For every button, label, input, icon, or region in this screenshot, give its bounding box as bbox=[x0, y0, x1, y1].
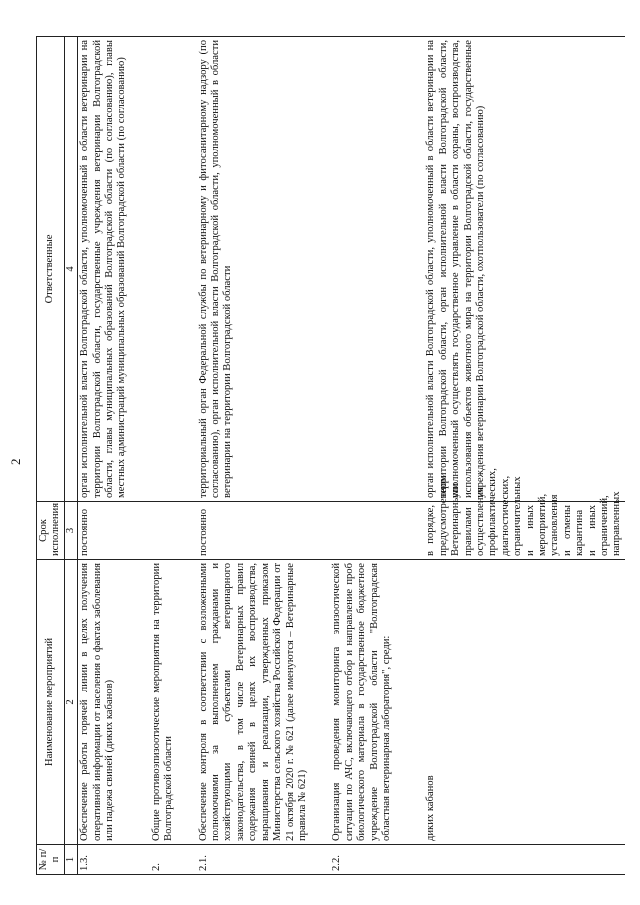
row-term: постоянно bbox=[197, 502, 311, 560]
header-resp: Ответственные bbox=[37, 37, 65, 502]
row-term: постоянно bbox=[78, 502, 130, 560]
row-activity: Общие противоэпизоотические мероприятия на территории Волгоградской области bbox=[150, 560, 177, 845]
table-row bbox=[424, 37, 625, 875]
row-responsible: территориальный орган Федеральной службы по ветеринарному и фитосанитарному надзору (по согласованию), орган исполнительной власти Волгоградской области, уполномоченный в области ветеринарии на территории Волгоградской области bbox=[197, 37, 311, 502]
table-row bbox=[197, 37, 311, 875]
table-row bbox=[150, 37, 177, 875]
row-number bbox=[424, 845, 625, 875]
row-responsible: орган исполнительной власти Волгоградской области, уполномоченный в области ветеринарии на территории Волгоградской области, государственные учреждения ветеринарии Волгоградской области, главы муниципальных образований Волгоградской области (по согласованию), главы местных администраций муниципальных образований Волгоградской области (по согласованию) bbox=[78, 37, 130, 502]
row-term bbox=[150, 502, 177, 560]
row-activity: Обеспечение контроля в соответствии с возложенными полномочиями за выполнением гражданами и хозяйствующими субъектами ветеринарного законодательства, в том числе Ветеринарных правил содержания свиней в целях их воспроизводства, выращивания и реализации, утвержденных приказом Министерства сельского хозяйства Российской Федерации от 21 октября 2020 г. № 621 (далее именуются – Ветеринарные правила № 621) bbox=[197, 560, 311, 845]
column-number-row bbox=[64, 37, 77, 875]
table-row bbox=[330, 37, 394, 875]
row-term bbox=[330, 502, 394, 560]
row-spacer bbox=[177, 37, 197, 875]
row-activity: Организация проведения мониторинга эпизоотической ситуации по АЧС, включающего отбор и направление проб биологического материала в государственное бюджетное учреждение Волгоградской области "Волгоградская областная ветеринарная лаборатория", среди: bbox=[330, 560, 394, 845]
row-activity: диких кабанов bbox=[424, 560, 625, 845]
col-number-1: 1 bbox=[64, 845, 77, 875]
row-number: 2. bbox=[150, 845, 177, 875]
col-number-3: 3 bbox=[64, 502, 77, 560]
row-spacer bbox=[394, 37, 424, 875]
row-responsible: орган исполнительной власти Волгоградской области, уполномоченный в области ветеринарии на территории Волгоградской области, орган исполнительной власти Волгоградской области, уполномоченный осуществлять государственное управление в области охраны, воспроизводства, использования объектов животного мира на территории Волгоградской области, государственные учреждения ветеринарии Волгоградской области, охотпользователи (по согласованию) bbox=[424, 37, 625, 502]
row-term: в порядке, предусмотренном Ветеринарными правилами осуществления профилактических, диагностических, ограничительных и иных мероприятий, установления и отмены карантина и иных ограничений, направленных bbox=[424, 502, 625, 560]
header-term: Срок исполнения bbox=[37, 502, 65, 560]
header-name: Наименование мероприятий bbox=[37, 560, 65, 845]
row-spacer bbox=[130, 37, 150, 875]
header-num: № п/п bbox=[37, 845, 65, 875]
activities-table bbox=[36, 36, 625, 875]
page-number: 2 bbox=[8, 458, 23, 465]
col-number-4: 4 bbox=[64, 37, 77, 502]
row-number: 2.2. bbox=[330, 845, 394, 875]
col-number-2: 2 bbox=[64, 560, 77, 845]
table-row bbox=[78, 37, 130, 875]
row-responsible bbox=[150, 37, 177, 502]
row-activity: Обеспечение работы горячей линии в целях получения оперативной информации от населения о фактах заболевания или падежа свиней (диких кабанов) bbox=[78, 560, 130, 845]
row-number: 2.1. bbox=[197, 845, 311, 875]
row-responsible bbox=[330, 37, 394, 502]
table-header-row bbox=[37, 37, 65, 875]
row-spacer bbox=[310, 37, 330, 875]
row-number: 1.3. bbox=[78, 845, 130, 875]
